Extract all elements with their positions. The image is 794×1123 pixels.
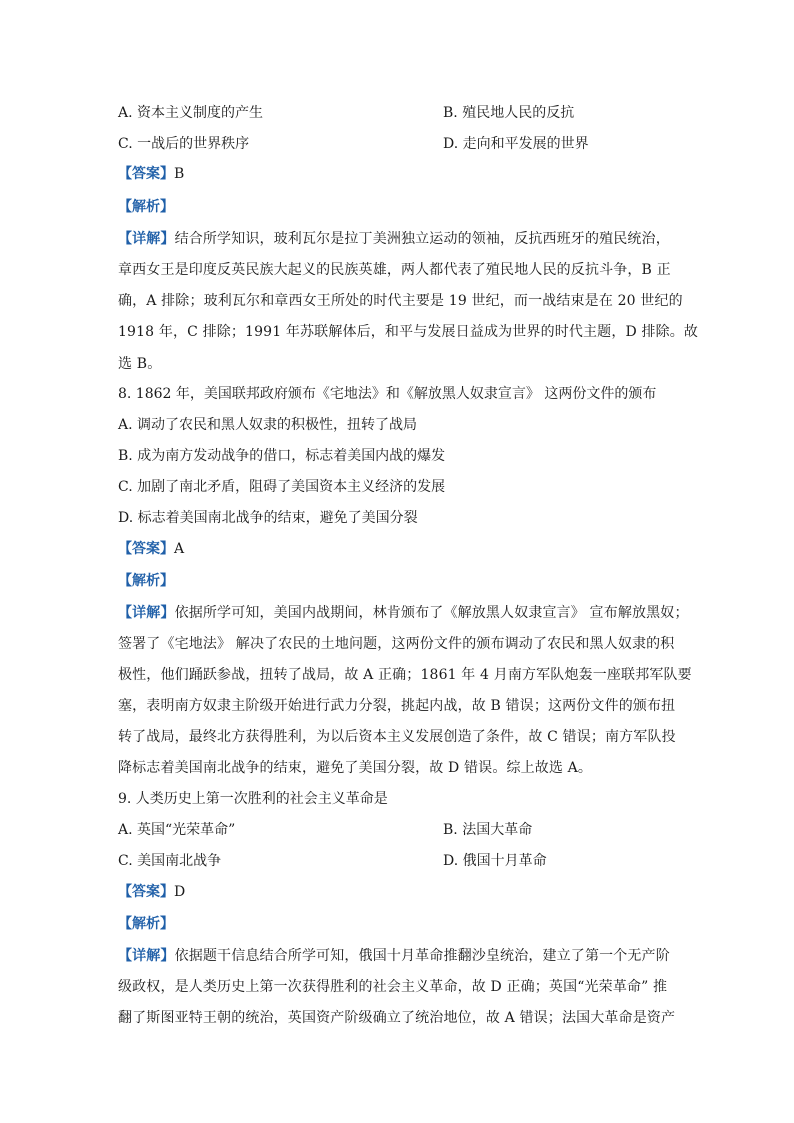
analysis-label: 【解析】 [118, 916, 174, 932]
q8-stem: 8. 1862 年，美国联邦政府颁布《宅地法》和《解放黑人奴隶宣言》 这两份文件的颁布 [118, 386, 657, 402]
q9-detail-line-1 [118, 946, 670, 966]
q7-answer [118, 164, 184, 184]
answer-value: D [174, 884, 186, 900]
detail-label: 【详解】 [118, 231, 175, 247]
q8-option-d: D. 标志着美国南北战争的结束，避免了美国分裂 [118, 510, 418, 526]
analysis-label: 【解析】 [118, 199, 174, 215]
answer-value: A [174, 541, 185, 557]
q7-option-c: C. 一战后的世界秩序 [118, 136, 250, 152]
q8-detail-line-2: 签署了《宅地法》 解决了农民的土地问题，这两份文件的颁布调动了农民和黑人奴隶的积 [118, 636, 675, 652]
q8-analysis [118, 571, 174, 591]
detail-label: 【详解】 [118, 605, 175, 621]
detail-text: 依据所学可知，美国内战期间，林肯颁布了《解放黑人奴隶宣言》 宣布解放黑奴； [174, 605, 689, 621]
q7-detail-line-1 [118, 229, 670, 249]
q8-answer [118, 539, 184, 559]
q8-detail-line-5: 转了战局，最终北方获得胜利，为以后资本主义发展创造了条件，故 C 错误；南方军队投 [118, 729, 676, 745]
q7-detail-line-4: 1918 年，C 排除；1991 年苏联解体后，和平与发展日益成为世界的时代主题，D 排除。故 [118, 324, 699, 340]
q7-option-b: B. 殖民地人民的反抗 [443, 105, 575, 121]
q9-detail-line-3: 翻了斯图亚特王朝的统治，英国资产阶级确立了统治地位，故 A 错误；法国大革命是资产 [118, 1010, 676, 1026]
q7-detail-line-2: 章西女王是印度反英民族大起义的民族英雄，两人都代表了殖民地人民的反抗斗争，B 正 [118, 262, 671, 278]
detail-label: 【详解】 [118, 948, 175, 964]
detail-text: 依据题干信息结合所学可知，俄国十月革命推翻沙皇统治，建立了第一个无产阶 [174, 948, 670, 964]
q8-detail-line-3: 极性，他们踊跃参战，扭转了战局，故 A 正确；1861 年 4 月南方军队炮轰一座联邦军队要 [118, 667, 692, 683]
q7-detail-line-5: 选 B。 [118, 356, 162, 372]
q9-stem: 9. 人类历史上第一次胜利的社会主义革命是 [118, 791, 388, 807]
answer-label: 【答案】 [118, 166, 174, 182]
q9-answer [118, 882, 185, 902]
q7-analysis [118, 197, 174, 217]
q8-option-c: C. 加剧了南北矛盾，阻碍了美国资本主义经济的发展 [118, 479, 446, 495]
q8-detail-line-4: 塞，表明南方奴隶主阶级开始进行武力分裂，挑起内战，故 B 错误；这两份文件的颁布扭 [118, 698, 676, 714]
q8-option-b: B. 成为南方发动战争的借口，标志着美国内战的爆发 [118, 448, 446, 464]
q9-option-c: C. 美国南北战争 [118, 853, 222, 869]
q9-detail-line-2: 级政权，是人类历史上第一次获得胜利的社会主义革命，故 D 正确；英国“光荣革命” 推 [118, 979, 668, 995]
q9-option-b: B. 法国大革命 [443, 822, 533, 838]
q7-detail-line-3: 确，A 排除；玻利瓦尔和章西女王所处的时代主要是 19 世纪，而一战结束是在 20 世纪的 [118, 293, 683, 309]
analysis-label: 【解析】 [118, 573, 174, 589]
answer-value: B [174, 166, 185, 182]
q7-option-a: A. 资本主义制度的产生 [118, 105, 264, 121]
q9-analysis [118, 914, 174, 934]
answer-label: 【答案】 [118, 541, 174, 557]
detail-text: 结合所学知识，玻利瓦尔是拉丁美洲独立运动的领袖，反抗西班牙的殖民统治， [174, 231, 670, 247]
q8-option-a: A. 调动了农民和黑人奴隶的积极性，扭转了战局 [118, 417, 418, 433]
q9-option-d: D. 俄国十月革命 [443, 853, 547, 869]
q8-detail-line-6: 降标志着美国南北战争的结束，避免了美国分裂，故 D 错误。综上故选 A。 [118, 760, 593, 776]
q8-detail-line-1 [118, 603, 689, 623]
answer-label: 【答案】 [118, 884, 174, 900]
q9-option-a: A. 英国“光荣革命” [118, 822, 236, 838]
q7-option-d: D. 走向和平发展的世界 [443, 136, 589, 152]
